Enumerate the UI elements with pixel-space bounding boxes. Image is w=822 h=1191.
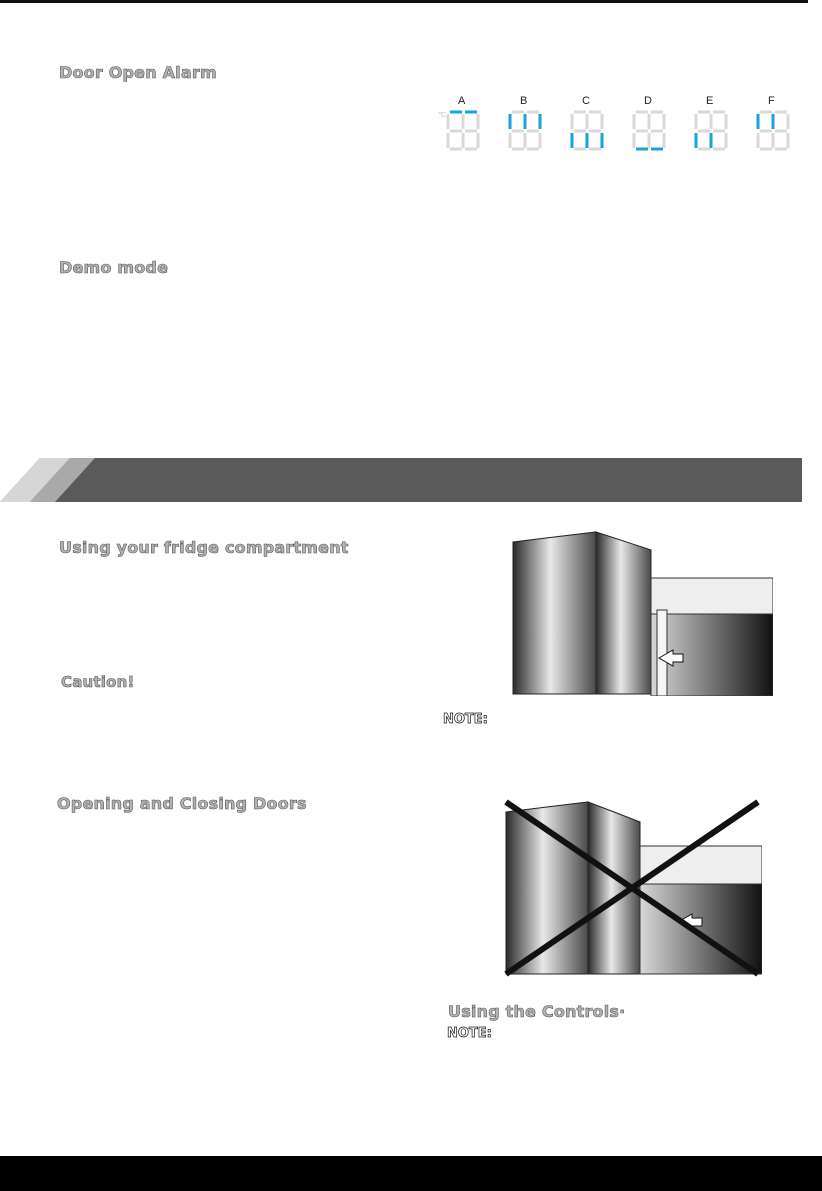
seven-segment-icon [438, 107, 486, 157]
display-panel-d [624, 95, 672, 150]
note-label-2: NOTE: [447, 1026, 492, 1041]
display-panel-f [748, 95, 796, 150]
display-panel-e [686, 95, 734, 150]
section-header-bar [0, 458, 802, 502]
display-panel-label: C [582, 95, 590, 107]
seven-segment-icon [748, 107, 796, 157]
fridge-door-incorrect-illustration [500, 798, 762, 978]
note-label-1: NOTE: [443, 712, 488, 727]
heading-using-controls: Using the Controls· [448, 1002, 626, 1021]
display-panel-label: A [458, 95, 466, 107]
seven-segment-icon [624, 107, 672, 157]
display-panel-label: B [520, 95, 528, 107]
seven-segment-icon [500, 107, 548, 157]
svg-text:℃: ℃ [438, 111, 446, 119]
display-panel-label: F [768, 95, 775, 107]
display-panel-b [500, 95, 548, 150]
heading-opening-closing: Opening and Closing Doors [57, 794, 307, 813]
heading-using-fridge: Using your fridge compartment [59, 538, 349, 557]
display-panel-label: E [706, 95, 714, 107]
fridge-door-illustration [511, 530, 773, 696]
seven-segment-icon [686, 107, 734, 157]
top-rule [0, 0, 808, 7]
heading-door-open-alarm: Door Open Alarm [59, 63, 217, 82]
seven-segment-icon [562, 107, 610, 157]
heading-demo-mode: Demo mode [59, 258, 169, 277]
display-panel-a [438, 95, 486, 150]
display-panel-row [438, 95, 798, 150]
footer-bar [0, 1156, 822, 1191]
display-panel-c [562, 95, 610, 150]
heading-caution: Caution! [61, 673, 135, 691]
display-panel-label: D [644, 95, 652, 107]
